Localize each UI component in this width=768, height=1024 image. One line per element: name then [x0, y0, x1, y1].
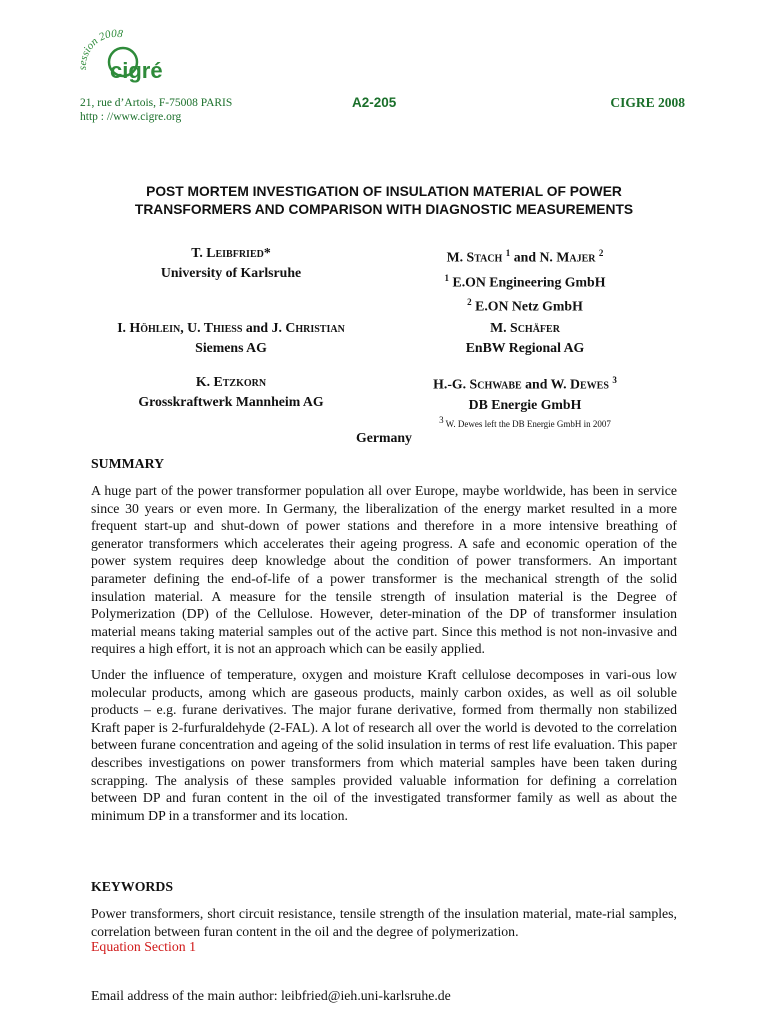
author-affiliation-1: $^1$ E.ON Engineering GmbH: [444, 272, 606, 290]
author-block-etzkorn: [100, 372, 362, 412]
keywords-heading: KEYWORDS: [91, 879, 174, 894]
paper-title: [0, 183, 768, 219]
summary-paragraph-1: A huge part of the power transformer population all over Europe, maybe worldwide, has been in service since 30 years or even more. In Germany, the liberalization of the energy market resulted in a more frequent start-up and shut-down of power stations and therefore in a more intensive breathing of generator transformers which accelerates their ageing progress. A safe and economic operation of the power system requires deep knowledge about the condition of power transformers. An important parameter defining the end-of-life of a power transformer is the mechanical strength of the solid insulation material. A measure for the tensile strength of insulation material is the Degree of Polymerization (DP) of the Cellulose. However, deter-mination of the DP of transformer insulation material means taking material samples out of the active part. Since this method is not non-invasive and requires a high effort, it is not an approach which can be easily applied.: [91, 483, 677, 657]
logo-session-text: session 2008: [76, 28, 124, 71]
author-names: H.-G. Schwabe and W. Dewes $^3$: [433, 375, 617, 392]
author-block-siemens: [90, 318, 372, 358]
author-names: I. Höhlein, U. Thieß and J. Christian: [117, 320, 345, 335]
address-street: 21, rue d’Artois, F-75008 PARIS: [80, 97, 233, 109]
author-affiliation: EnBW Regional AG: [465, 340, 585, 355]
author-names: M. Stach $^1$ and N. Majer $^2$: [446, 248, 604, 265]
cigre-session-2008-logo: [76, 28, 186, 96]
author-email: Email address of the main author: leibfried@ieh.uni-karlsruhe.de: [91, 988, 451, 1003]
summary-heading: SUMMARY: [91, 456, 165, 471]
author-affiliation: Grosskraftwerk Mannheim AG: [138, 394, 324, 409]
author-block-schwabe-dewes: [395, 370, 655, 430]
author-block-leibfried: [100, 243, 362, 283]
summary-paragraph-2: Under the influence of temperature, oxygen and moisture Kraft cellulose decomposes in vari-ous low molecular products, among which are gaseous products, mainly carbon oxides, as well as oil soluble products – e.g. furane derivatives. The major furane derivative, formed from thermally non stabilized Kraft paper is 2-furfuraldehyde (2-FAL). A lot of research all over the world is devoted to the correlation between furane concentration and ageing of the solid insulation in terms of rest life evaluation. This paper describes investigations on power transformers from which material samples have been taken during scrapping. The analysis of these samples provided valuable information for defining a correlation between DP and furan content in the oil of the investigated transformer family as well as about the minimum DP in a transformer and its location.: [91, 666, 677, 823]
author-affiliation: DB Energie GmbH: [468, 396, 582, 412]
author-footnote: $^3$ W. Dewes left the DB Energie GmbH in 2007: [439, 414, 611, 429]
conference-label: CIGRE 2008: [610, 95, 685, 110]
title-line-1: POST MORTEM INVESTIGATION OF INSULATION MATERIAL OF POWER: [146, 184, 622, 199]
author-affiliation: Siemens AG: [195, 340, 267, 355]
author-block-schaefer: [400, 318, 650, 358]
author-block-stach-majer: [400, 243, 650, 317]
author-affiliation-2: $^2$ E.ON Netz GmbH: [467, 297, 583, 314]
author-country: Germany: [356, 430, 412, 445]
author-name: K. Etzkorn: [195, 374, 267, 389]
logo-brand-text: cigré: [110, 58, 163, 83]
header-address: [80, 96, 232, 124]
equation-section-field: Equation Section 1: [91, 939, 196, 954]
paper-number: A2-205: [352, 95, 397, 110]
author-name: T. Leibfried*: [191, 245, 271, 260]
author-affiliation: University of Karlsruhe: [160, 265, 302, 280]
address-url[interactable]: http : //www.cigre.org: [80, 111, 182, 123]
author-name: M. Schäfer: [490, 320, 560, 335]
summary-body: [91, 482, 677, 824]
keywords-text: Power transformers, short circuit resistance, tensile strength of the insulation material, mate-rial samples, correlation between furan content in the oil and the degree of polymerization.: [91, 906, 677, 939]
title-line-2: TRANSFORMERS AND COMPARISON WITH DIAGNOSTIC MEASUREMENTS: [134, 202, 634, 217]
